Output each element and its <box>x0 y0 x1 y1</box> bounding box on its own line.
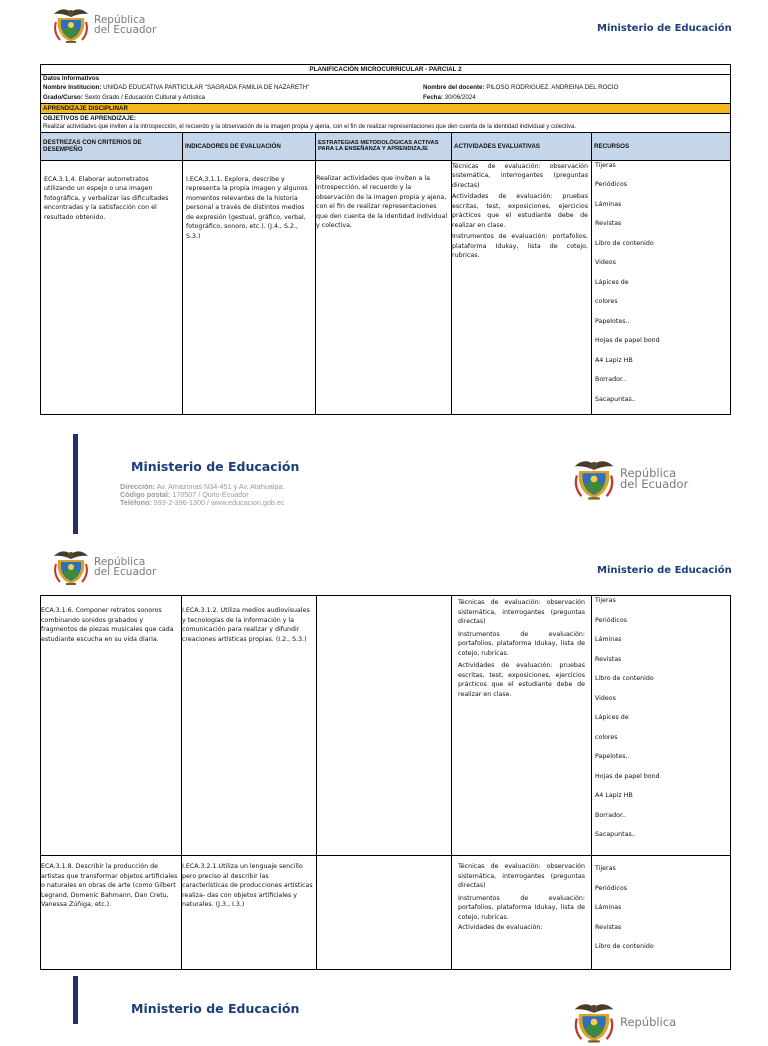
footer-logo-republica <box>570 998 676 1046</box>
docente-label: Nombre del docente: <box>423 83 485 91</box>
objetivos-label: OBJETIVOS DE APRENDIZAJE: <box>43 114 136 122</box>
col-indicadores: INDICADORES DE EVALUACIÓN <box>183 132 316 160</box>
ecuador-coat-of-arms-icon <box>50 546 92 588</box>
recurso-item: Sacapuntas.. <box>595 395 636 403</box>
ecuador-coat-of-arms-icon <box>570 455 618 503</box>
recurso-item: Sacapuntas.. <box>595 831 636 838</box>
actividad-item: Actividades de evaluación: pruebas escritas, test, exposiciones, ejercicios prácticos que el estudiante debe de realizar en clase. <box>452 193 588 229</box>
destreza-cell: ECA.3.1.4. Elaborar autorretratos utilizando un espejo o una imagen fotográfica, y verbalizar las dificultades encontradas y la satisfacción con el resultado obtenido. <box>41 160 183 415</box>
grado-label: Grado/Curso: <box>43 94 83 101</box>
recurso-item: Tijeras <box>595 597 616 604</box>
header-logo-republica <box>50 546 156 588</box>
table-row <box>41 596 731 856</box>
table-row <box>41 856 731 970</box>
republica-text: República <box>620 466 677 480</box>
recurso-item: Revistas <box>595 220 622 227</box>
recurso-item: Videos <box>595 259 616 266</box>
col-actividades: ACTIVIDADES EVALUATIVAS <box>452 132 592 160</box>
recurso-item: Borrador.. <box>595 811 626 819</box>
direccion-value: Av. Amazonas N34-451 y Av. Atahualpa. <box>155 482 285 491</box>
grado-value: Sexto Grado / Educación Cultural y Artística <box>82 94 205 101</box>
estrategia-cell <box>317 596 452 856</box>
recurso-item: Hojas de papel bond <box>595 337 660 344</box>
recurso-item: Tijeras <box>595 161 616 169</box>
planning-table-page2 <box>40 595 731 970</box>
docente-value: PILOSO RODRIGUEZ, ANDREINA DEL ROCIO <box>484 83 619 91</box>
footer-address <box>120 483 284 507</box>
footer-accent-bar <box>73 976 78 1024</box>
postal-label: Código postal: <box>120 490 171 499</box>
footer-ministry-title: Ministerio de Educación <box>131 1001 300 1016</box>
del-ecuador-text: del Ecuador <box>94 24 157 36</box>
recurso-item: Revistas <box>595 923 622 931</box>
footer-ministry-title: Ministerio de Educación <box>131 459 300 474</box>
telefono-label: Teléfono: <box>120 498 152 507</box>
republica-text: República <box>94 14 146 26</box>
datos-informativos <box>41 75 731 104</box>
estrategia-cell <box>317 856 452 970</box>
fecha-label: Fecha: <box>423 94 443 101</box>
recursos-cell <box>592 160 731 415</box>
indicador-cell: I.ECA.3.1.2. Utiliza medios audiovisuales y tecnologías de la información y la comunicación para realizar y difundir creaciones artísticas propias. (I.2., S.3.) <box>182 596 317 856</box>
estrategia-cell: Realizar actividades que inviten a la introspección, el recuerdo y la observación de la imagen propia y ajena, con el fin de realizar representaciones que den cuenta de la identidad individual y colectiva. <box>316 160 452 415</box>
header-ministry-title: Ministerio de Educación <box>597 565 732 576</box>
direccion-label: Dirección: <box>120 482 156 491</box>
recurso-item: Libro de contenido <box>595 943 654 950</box>
header-ministry-title: Ministerio de Educación <box>597 23 732 34</box>
republica-text: República <box>94 556 146 568</box>
ecuador-coat-of-arms-icon <box>570 998 618 1046</box>
actividades-cell <box>452 856 592 970</box>
actividad-item: Instrumentos de evaluación: portafolios, plataforma Idukay, lista de cotejo, rubricas. <box>458 894 585 921</box>
recursos-cell <box>592 596 731 856</box>
recurso-item: Revistas <box>595 655 622 663</box>
ecuador-coat-of-arms-icon <box>50 4 92 46</box>
recurso-item: Periódicos <box>595 616 627 624</box>
recurso-item: A4 Lapiz HB <box>595 356 633 364</box>
del-ecuador-text: del Ecuador <box>620 477 689 491</box>
recurso-item: Libro de contenido <box>595 675 654 682</box>
recurso-item: Lápices de <box>595 714 629 721</box>
recurso-item: Videos <box>595 694 616 702</box>
fecha-value: 30/06/2024 <box>442 94 476 101</box>
objetivos-aprendizaje <box>41 113 731 132</box>
col-recursos: RECURSOS <box>592 132 731 160</box>
recurso-item: Lápices de <box>595 278 629 286</box>
footer-logo-republica <box>570 455 688 503</box>
table-row <box>41 160 731 415</box>
actividad-item: Instrumentos de evaluación: portafolios, plataforma Idukay, lista de cotejo, rubricas. <box>458 630 585 657</box>
recurso-item: Borrador.. <box>595 376 626 383</box>
recurso-item: A4 Lapiz HB <box>595 792 633 799</box>
actividad-item: Instrumentos de evaluación: portafolios, plataforma Idukay, lista de cotejo, rubricas. <box>452 233 588 259</box>
plan-title: PLANIFICACIÓN MICROCURRICULAR - PARCIAL 2 <box>41 65 731 75</box>
recurso-item: Periódicos <box>595 884 627 892</box>
recurso-item: colores <box>595 733 618 741</box>
recurso-item: Hojas de papel bond <box>595 772 660 780</box>
planning-table-page1 <box>40 64 731 415</box>
actividades-cell <box>452 160 592 415</box>
recurso-item: Papelotes.. <box>595 317 630 325</box>
col-estrategias: ESTRATEGIAS METODOLÓGICAS ACTIVAS PARA LA ENSEÑANZA Y APRENDIZAJE <box>316 132 452 160</box>
postal-value: 170507 / Quito-Ecuador <box>170 490 249 499</box>
recurso-item: Láminas <box>595 636 622 643</box>
actividad-item: Actividades de evaluación: <box>458 924 543 931</box>
footer-accent-bar <box>73 434 78 534</box>
recurso-item: Láminas <box>595 200 622 208</box>
indicador-cell: I.ECA.3.1.1. Explora, describe y representa la propia imagen y algunos momentos relevantes de la historia personal a través de distintos medios de expresión (gestual, gráfico, verbal, fotográfico, sonoro, etc.). (J.4., S.2., S.3.) <box>183 160 316 415</box>
datos-label: Datos Informativos <box>43 75 100 82</box>
recurso-item: Periódicos <box>595 181 627 188</box>
indicador-cell: I.ECA.3.2.1.Utiliza un lenguaje sencillo pero preciso al describir las características de producciones artísticas realiza- das con objetos artificiales y naturales. (J.3., I.3.) <box>182 856 317 970</box>
del-ecuador-text: del Ecuador <box>94 566 157 578</box>
recursos-cell <box>592 856 731 970</box>
recurso-item: Papelotes.. <box>595 753 630 760</box>
objetivos-text: Realizar actividades que inviten a la introspección, el recuerdo y la observación de la imagen propia y ajena, con el fin de realizar representaciones que den cuenta de la identidad individual y colectiva. <box>43 123 576 130</box>
republica-text: República <box>620 1014 677 1029</box>
telefono-value: 593-2-396-1300 / www.educacion.gob.ec <box>151 498 285 507</box>
recurso-item: colores <box>595 298 618 305</box>
destreza-cell: ECA.3.1.8. Describir la producción de artistas que transformar objetos artificiales o naturales en obras de arte (como Gilbert Legrand, Domenic Bahmann, Dan Cretu, Vanessa Zúñiga, etc.). <box>41 856 182 970</box>
destreza-cell: ECA.3.1.6. Componer retratos sonoros combinando sonidos grabados y fragmentos de piezas musicales que cada estudiante escucha en su vida diaria. <box>41 596 182 856</box>
aprendizaje-disciplinar: APRENDIZAJE DISCIPLINAR <box>41 103 731 113</box>
actividad-item: Técnicas de evaluación: observación sistemática, interrogantes (preguntas directas) <box>458 863 585 889</box>
recurso-item: Tijeras <box>595 865 616 872</box>
institucion-label: Nombre Institucion: <box>43 83 102 91</box>
institucion-value: UNIDAD EDUCATIVA PARTICULAR "SAGRADA FAMILIA DE NAZARETH" <box>101 83 310 91</box>
recurso-item: Láminas <box>595 904 622 911</box>
actividades-cell <box>452 596 592 856</box>
actividad-item: Técnicas de evaluación: observación sistemática, interrogantes (preguntas directas) <box>458 599 585 625</box>
actividad-item: Técnicas de evaluación: observación sistemática, interrogantes (preguntas directas) <box>452 162 588 189</box>
recurso-item: Libro de contenido <box>595 239 654 247</box>
col-destrezas: DESTREZAS CON CRITERIOS DE DESEMPEÑO <box>41 132 183 160</box>
actividad-item: Actividades de evaluación: pruebas escritas, test, exposiciones, ejercicios prácticos que el estudiante debe de realizar en clase. <box>458 662 585 698</box>
header-logo-republica <box>50 4 156 46</box>
